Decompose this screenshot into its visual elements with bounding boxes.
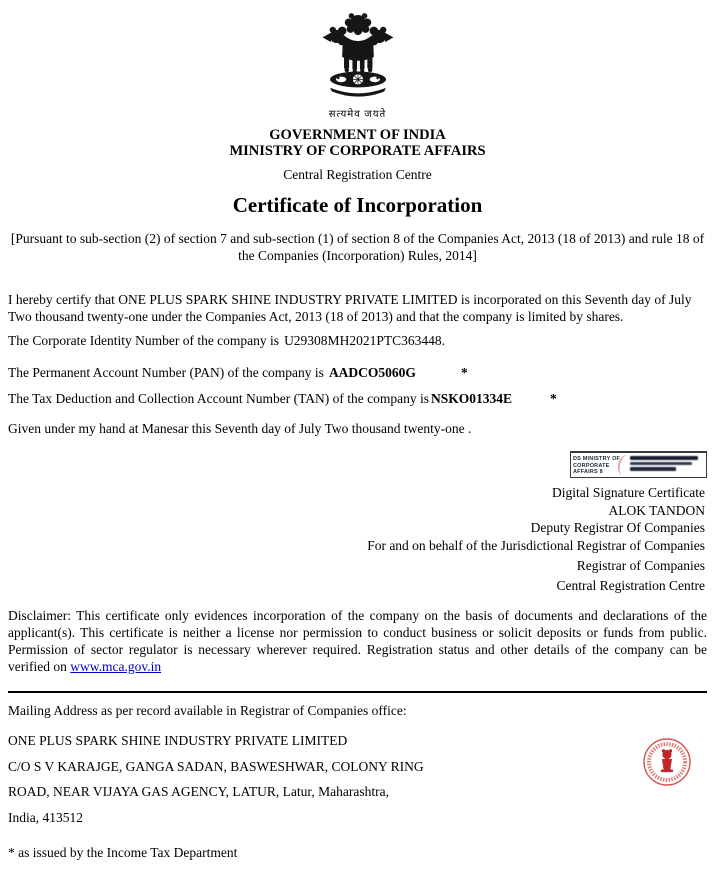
pan-tan-footnote: * as issued by the Income Tax Department xyxy=(8,845,238,860)
ds-stamp-label: DS MINISTRY OF CORPORATE AFFAIRS 8 xyxy=(573,456,621,475)
cin-line xyxy=(8,332,707,349)
pan-value: AADCO5060G xyxy=(328,365,416,380)
pursuant-clause: [Pursuant to sub-section (2) of section 7 and sub-section (1) of section 8 of the Companies Act, 2013 (18 of 2013) and rule 18 of the Companies (Incorporation) Rules, 2014] xyxy=(10,231,705,263)
india-national-emblem-icon xyxy=(316,10,400,109)
digital-signature-stamp xyxy=(570,451,707,478)
ds-stamp-signature-marks xyxy=(630,453,706,477)
disclaimer-paragraph xyxy=(8,607,707,675)
mailing-address-heading: Mailing Address as per record available in Registrar of Companies office: xyxy=(8,703,407,718)
certify-paragraph: I hereby certify that ONE PLUS SPARK SHINE INDUSTRY PRIVATE LIMITED is incorporated on this Seventh day of July Two thousand twenty-one under the Companies Act, 2013 (18 of 2013) and that the company is limited by shares. xyxy=(8,292,692,324)
tan-asterisk: * xyxy=(550,391,557,406)
cin-value: U29308MH2021PTC363448. xyxy=(284,333,445,348)
registration-centre-heading: Central Registration Centre xyxy=(283,167,432,182)
registrar-line: Registrar of Companies xyxy=(576,557,705,573)
tan-value: NSKO01334E xyxy=(431,391,513,406)
signature-smudge-bar xyxy=(630,462,692,466)
document-header xyxy=(8,10,707,264)
mailing-address-line-2: ROAD, NEAR VIJAYA GAS AGENCY, LATUR, Latur, Maharashtra, xyxy=(8,784,389,799)
mca-website-link[interactable]: www.mca.gov.in xyxy=(70,659,162,674)
government-of-india-heading: GOVERNMENT OF INDIA xyxy=(269,127,446,143)
tan-label: The Tax Deduction and Collection Account Number (TAN) of the company is xyxy=(8,391,429,406)
ministry-heading: MINISTRY OF CORPORATE AFFAIRS xyxy=(229,143,486,159)
mailing-company-name: ONE PLUS SPARK SHINE INDUSTRY PRIVATE LIMITED xyxy=(8,733,348,748)
signature-smudge-bar xyxy=(630,467,676,471)
signatory-block xyxy=(8,484,707,594)
signatory-designation: Deputy Registrar Of Companies xyxy=(530,520,705,535)
cin-label: The Corporate Identity Number of the company is xyxy=(8,333,280,348)
pan-label: The Permanent Account Number (PAN) of the company is xyxy=(8,365,324,380)
centre-line-signature: Central Registration Centre xyxy=(556,577,705,593)
satyameva-jayate-motto: सत्यमेव जयते xyxy=(328,109,387,120)
mailing-address-line-3: India, 413512 xyxy=(8,809,83,825)
on-behalf-line: For and on behalf of the Jurisdictional Registrar of Companies xyxy=(367,537,705,553)
signature-smudge-bar xyxy=(630,456,698,460)
signatory-name: ALOK TANDON xyxy=(608,502,705,518)
mailing-address-block xyxy=(8,728,707,830)
registrar-red-seal-icon xyxy=(641,736,693,788)
given-under-hand-line: Given under my hand at Manesar this Seventh day of July Two thousand twenty-one . xyxy=(8,421,472,436)
section-divider xyxy=(8,691,707,693)
certificate-title: Certificate of Incorporation xyxy=(232,193,483,217)
pan-line xyxy=(8,364,707,381)
mailing-address-line-1: C/O S V KARAJGE, GANGA SADAN, BASWESHWAR, COLONY RING xyxy=(8,758,424,774)
pan-asterisk: * xyxy=(460,365,468,380)
disclaimer-text: Disclaimer: This certificate only evidences incorporation of the company on the basis of documents and declarations of the applicant(s). This certificate is neither a license nor permission to conduct business or solicit deposits or funds from public. Permission of sector regulator is necessary wherever required. Registration status and other details of the company can be verified on xyxy=(8,608,707,674)
tan-line xyxy=(8,390,707,407)
dsc-caption: Digital Signature Certificate xyxy=(552,485,705,500)
